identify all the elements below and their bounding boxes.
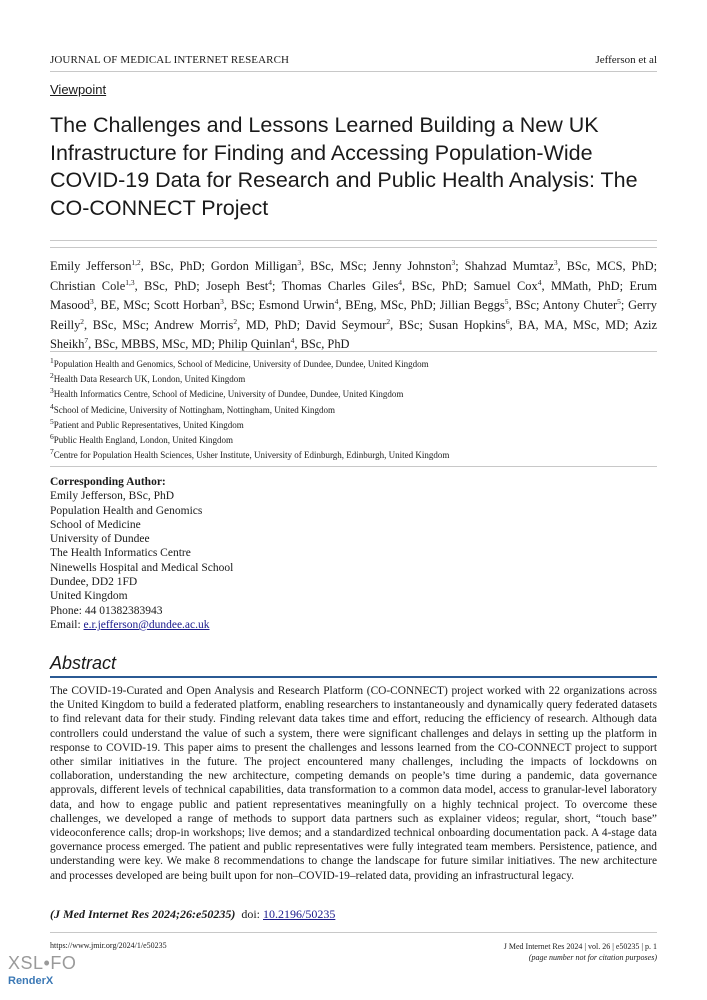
email-link[interactable]: e.r.jefferson@dundee.ac.uk (83, 618, 210, 631)
author: Gordon Milligan$^3$, BSc, MSc; (210, 257, 373, 273)
abstract-text: The COVID-19-Curated and Open Analysis and Research Platform (CO-CONNECT) project worked with 22 organizations across the United Kingdom to build a federated platform, enabling researchers to instantaneously and dynamically query federated datasets to find relevant data for their study. Finding relevant data takes time and effort, reducing the efficiency of research. Although data controllers could understand the value of such a system, there were significant challenges and delays in setting up the platform in response to COVID-19. This paper aims to present the challenges and lessons learned from the CO-CONNECT project to support other similar initiatives in the future. The project encountered many challenges, including the impacts of lockdowns on collaboration, understanding the new architecture, competing demands on people’s time during a pandemic, data governance approvals, different levels of technical capabilities, data transformation to a common data model, access to granular-level laboratory data, and how to engage public and patient representatives meaningfully on a highly technical project. To overcome these challenges, we developed a range of methods to support data partners such as explainer videos; regular, short, “touch base” videoconference calls; drop-in workshops; live demos; and a standardized technical onboarding documentation pack. A 4-stage data governance process emerged. The patient and public representatives were fully integrated team members. Persistence, patience, and understanding were key. We make 8 recommendations to change the landscape for future similar initiatives. The new architecture and processes developed are being built upon for non–COVID-19–related data, providing an infrastructural legacy. (50, 685, 657, 882)
affiliation-text: Population Health and Genomics, School of Medicine, University of Dundee, Dundee, United Kingdom (53, 359, 429, 369)
corresponding-line: Ninewells Hospital and Medical School (50, 561, 234, 574)
author-affiliation-ref: 4 (334, 296, 339, 306)
affiliation-item (50, 403, 657, 418)
author-degrees: BSc, PhD (300, 337, 350, 351)
affiliation-number: 3 (50, 386, 54, 396)
author-list (50, 257, 657, 355)
author-name: Gordon Milligan (210, 259, 298, 273)
journal-name: JOURNAL OF MEDICAL INTERNET RESEARCH (50, 54, 290, 66)
author: Joseph Best$^4$; (206, 277, 282, 293)
author: Jillian Beggs$^5$, BSc; (439, 296, 543, 312)
author: Gerry Reilly$^2$, BSc, MSc; (50, 298, 657, 332)
author: Susan Hopkins$^6$, BA, MA, MSc, MD; (428, 316, 634, 332)
author-name: Emily Jefferson (50, 259, 132, 273)
footer-note: (page number not for citation purposes) (528, 953, 657, 962)
title-divider-bottom (50, 247, 657, 248)
corresponding-line: United Kingdom (50, 590, 128, 603)
author-name: Thomas Charles Giles (281, 278, 399, 293)
author-degrees: BSc, MSc (310, 259, 364, 273)
authors-divider (50, 351, 657, 352)
logo-top-text: XSL•FO (8, 953, 77, 973)
footer-url: https://www.jmir.org/2024/1/e50235 (50, 941, 167, 950)
author-degrees: BSc (515, 298, 537, 312)
author-name: Joseph Best (206, 278, 269, 293)
author-affiliation-ref: 3 (89, 296, 94, 306)
author-degrees: MD, PhD (245, 317, 297, 332)
author-degrees: BSc, MBBS, MSc, MD (94, 337, 212, 351)
author-name: Andrew Morris (154, 317, 234, 332)
author-affiliation-ref: 3 (553, 257, 558, 267)
corresponding-line: Phone: 44 01382383943 (50, 604, 163, 617)
author-affiliation-ref: 5 (617, 296, 621, 306)
author-affiliation-ref: 3 (220, 296, 224, 306)
affiliations-divider (50, 466, 657, 467)
author-affiliation-ref: 4 (537, 277, 542, 287)
footer-info (504, 941, 657, 963)
author-affiliation-ref: 3 (297, 257, 302, 267)
author-affiliation-ref: 4 (290, 335, 295, 345)
author-affiliation-ref: 4 (398, 277, 403, 287)
affiliation-item (50, 433, 657, 448)
author-name: Christian Cole (50, 278, 126, 293)
corresponding-heading: Corresponding Author: (50, 476, 166, 488)
author-degrees: BA, MA, MSc, MD (518, 317, 626, 332)
citation-ref: (J Med Internet Res 2024;26:e50235) (50, 907, 236, 921)
author-name: Susan Hopkins (428, 317, 506, 332)
author: Antony Chuter$^5$; (542, 296, 629, 312)
author-degrees: BSc, MSc (92, 317, 146, 332)
footer-issue-info: J Med Internet Res 2024 | vol. 26 | e50235 | p. 1 (503, 942, 657, 951)
author-name: Aziz Sheikh (50, 317, 657, 351)
author: Thomas Charles Giles$^4$, BSc, PhD; (281, 277, 474, 293)
corresponding-line: The Health Informatics Centre (50, 547, 191, 560)
running-author: Jefferson et al (595, 54, 657, 66)
author-name: David Seymour (305, 317, 387, 332)
corresponding-line: School of Medicine (50, 518, 141, 531)
author-name: Gerry Reilly (50, 298, 657, 332)
author: Aziz Sheikh$^7$, BSc, MBBS, MSc, MD; (50, 317, 657, 351)
affiliation-text: Centre for Population Health Sciences, Usher Institute, University of Edinburgh, Edinburgh, United Kingdom (53, 450, 450, 461)
corresponding-line: Emily Jefferson, BSc, PhD (50, 490, 175, 503)
corresponding-author (50, 475, 233, 632)
affiliation-item (50, 372, 657, 387)
abstract-heading: Abstract (50, 653, 117, 673)
renderx-logo (8, 953, 76, 987)
doi-link[interactable]: 10.2196/50235 (263, 907, 336, 921)
author-degrees: BSc, PhD (144, 278, 197, 293)
affiliation-text: Public Health England, London, United Kingdom (53, 435, 233, 446)
author-degrees: BSc, PhD (149, 259, 202, 273)
affiliation-number: 2 (50, 371, 54, 381)
affiliation-text: Health Informatics Centre, School of Medicine, University of Dundee, Dundee, United Kingdom (53, 389, 404, 400)
author: Shahzad Mumtaz$^3$, BSc, MCS, PhD; (464, 257, 658, 273)
affiliation-item (50, 448, 657, 463)
logo-bottom-text: RenderX (8, 975, 54, 987)
corresponding-line: University of Dundee (50, 533, 150, 546)
author-affiliation-ref: 6 (505, 316, 510, 326)
abstract-rule (50, 676, 657, 678)
affiliation-text: Patient and Public Representatives, United Kingdom (53, 419, 244, 430)
author: Erum Masood$^3$, BE, MSc; (50, 278, 657, 312)
affiliation-number: 4 (50, 401, 54, 411)
author: Andrew Morris$^2$, MD, PhD; (154, 316, 306, 332)
author-affiliation-ref: 2 (386, 316, 391, 326)
author-degrees: MMath, PhD (550, 278, 620, 293)
citation-line (50, 907, 335, 922)
affiliation-text: School of Medicine, University of Nottingham, Nottingham, United Kingdom (53, 404, 335, 415)
title-divider-top (50, 240, 657, 241)
author: Scott Horban$^3$, BSc; (153, 296, 259, 312)
author-name: Antony Chuter (542, 298, 618, 312)
author-affiliation-ref: 1,2 (131, 257, 141, 267)
author-name: Philip Quinlan (217, 337, 291, 351)
corresponding-line: Dundee, DD2 1FD (50, 576, 138, 589)
affiliation-number: 6 (50, 432, 54, 442)
author-name: Shahzad Mumtaz (464, 259, 554, 273)
author: Philip Quinlan$^4$, BSc, PhD (217, 335, 350, 351)
article-type-link[interactable]: Viewpoint (50, 82, 107, 97)
author: Jenny Johnston$^3$; (372, 257, 465, 273)
author: Samuel Cox$^4$, MMath, PhD; (473, 277, 630, 293)
footer-divider (50, 932, 657, 933)
author-name: Esmond Urwin (258, 298, 335, 312)
corresponding-email-line (50, 618, 233, 632)
author-degrees: BSc, MCS, PhD (566, 259, 654, 273)
author-degrees: BSc (398, 317, 420, 332)
corresponding-lines (50, 489, 233, 618)
author-affiliation-ref: 2 (80, 316, 85, 326)
author-affiliation-ref: 3 (451, 257, 456, 267)
doi-label: doi: (241, 907, 260, 921)
author-name: Samuel Cox (473, 278, 538, 293)
author-name: Scott Horban (153, 298, 221, 312)
author: Esmond Urwin$^4$, BEng, MSc, PhD; (258, 296, 440, 312)
author: Christian Cole$^{1,3}$, BSc, PhD; (50, 277, 207, 293)
affiliation-item (50, 357, 657, 372)
affiliation-text: Health Data Research UK, London, United Kingdom (53, 374, 246, 385)
author-affiliation-ref: 7 (84, 335, 89, 345)
author-degrees: BSc, PhD (411, 278, 464, 293)
author-affiliation-ref: 4 (268, 277, 272, 287)
author-name: Erum Masood (50, 278, 657, 312)
author: Emily Jefferson$^{1,2}$, BSc, PhD; (50, 257, 211, 273)
author-degrees: BEng, MSc, PhD (345, 298, 433, 312)
author-affiliation-ref: 2 (233, 316, 238, 326)
corresponding-line: Population Health and Genomics (50, 504, 203, 517)
article-title: The Challenges and Lessons Learned Building a New UK Infrastructure for Finding and Accessing Population-Wide COVID-19 Data for Research and Public Health Analysis: The CO-CONNECT Project (50, 113, 638, 220)
author-name: Jillian Beggs (439, 298, 505, 312)
author: David Seymour$^2$, BSc; (305, 316, 429, 332)
author-affiliation-ref: 1,3 (125, 277, 135, 287)
author-degrees: BSc (230, 298, 252, 312)
affiliation-number: 5 (50, 416, 54, 426)
author-name: Jenny Johnston (372, 259, 452, 273)
affiliation-item (50, 387, 657, 402)
author-affiliation-ref: 5 (504, 296, 509, 306)
author-degrees: BE, MSc (100, 298, 147, 312)
header-divider (50, 71, 657, 72)
affiliation-number: 7 (50, 447, 54, 457)
email-label: Email: (50, 618, 84, 631)
affiliation-number: 1 (50, 356, 54, 365)
affiliation-list (50, 357, 657, 463)
affiliation-item (50, 418, 657, 433)
